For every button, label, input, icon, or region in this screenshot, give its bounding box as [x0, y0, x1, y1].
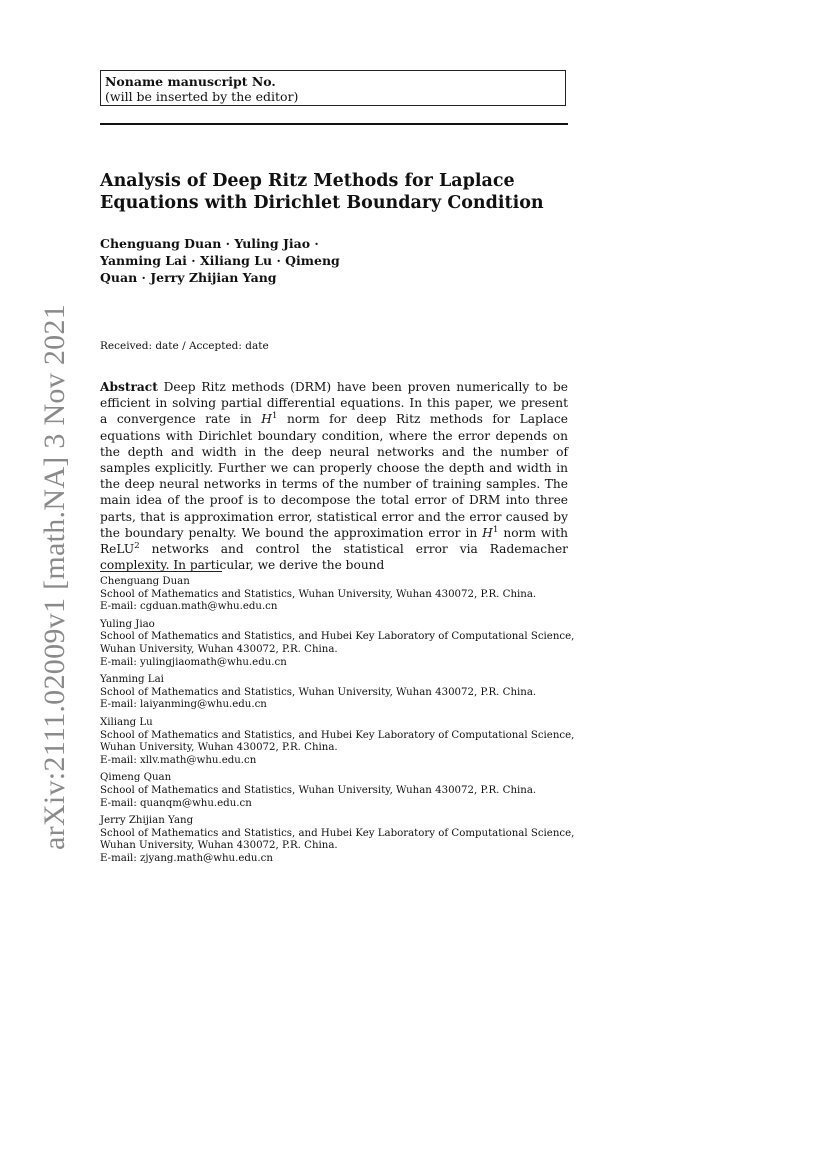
abstract-text-3: norm with ReLU [100, 525, 568, 557]
affiliations [100, 576, 575, 870]
affiliation-address: School of Mathematics and Statistics, Wuhan University, Wuhan 430072, P.R. China. [100, 588, 537, 600]
title-line-1: Analysis of Deep Ritz Methods for Laplace [100, 171, 515, 191]
editor-note: (will be inserted by the editor) [105, 89, 299, 104]
affiliation-jiao [100, 618, 575, 669]
affiliation-email: E-mail: zjyang.math@whu.edu.cn [100, 852, 273, 864]
math-h-2-sup: 1 [492, 524, 499, 535]
abstract [100, 379, 568, 573]
abstract-text-2: norm for deep Ritz methods for Laplace equations with Dirichlet boundary condition, where the error depends on the depth and width in the deep neural networks and the number of samples explicitly. Further we can properly choose the depth and width in the deep neural networks in terms of the number of training samples. The main idea of the proof is to decompose the total error of DRM into three parts, that is approximation error, statistical error and the error caused by the boundary penalty. We bound the approximation error in [100, 412, 568, 540]
affiliation-name: Jerry Zhijian Yang [100, 815, 194, 827]
affiliation-address: School of Mathematics and Statistics, and Hubei Key Laboratory of Computational Science, [100, 827, 575, 839]
affiliation-email: E-mail: quanqm@whu.edu.cn [100, 797, 252, 809]
affiliation-email: E-mail: laiyanming@whu.edu.cn [100, 699, 267, 711]
paper-title [100, 170, 570, 214]
relu-sup: 2 [134, 540, 140, 551]
affiliation-address: School of Mathematics and Statistics, Wuhan University, Wuhan 430072, P.R. China. [100, 686, 537, 698]
manuscript-number: Noname manuscript No. [105, 74, 276, 89]
author-line-3: Quan · Jerry Zhijian Yang [100, 270, 277, 285]
affiliation-name: Yuling Jiao [100, 618, 155, 630]
affiliation-email: E-mail: yulingjiaomath@whu.edu.cn [100, 656, 287, 668]
affiliation-address: School of Mathematics and Statistics, and Hubei Key Laboratory of Computational Science, [100, 729, 575, 741]
affiliation-name: Yanming Lai [100, 674, 164, 686]
header-rule [100, 123, 568, 125]
title-line-2: Equations with Dirichlet Boundary Condition [100, 193, 544, 213]
author-line-1: Chenguang Duan · Yuling Jiao · [100, 236, 319, 251]
abstract-text-1: Deep Ritz methods (DRM) have been proven numerically to be efficient in solving partial differential equations. In this paper, we present a convergence rate in [100, 380, 568, 427]
math-h-sup: 1 [271, 411, 278, 422]
affiliation-name: Xiliang Lu [100, 716, 153, 728]
affiliation-address: School of Mathematics and Statistics, Wuhan University, Wuhan 430072, P.R. China. [100, 784, 537, 796]
abstract-label: Abstract [100, 380, 158, 394]
affiliation-email: E-mail: cgduan.math@whu.edu.cn [100, 601, 278, 613]
affiliation-quan [100, 772, 570, 810]
affiliation-email: E-mail: xllv.math@whu.edu.cn [100, 754, 257, 766]
math-h-2: H [482, 525, 493, 540]
affiliation-name: Qimeng Quan [100, 772, 172, 784]
affiliation-duan [100, 576, 570, 614]
received-accepted-dates: Received: date / Accepted: date [100, 340, 269, 352]
footnote-rule [100, 571, 222, 572]
affiliation-name: Chenguang Duan [100, 576, 190, 587]
abstract-text-4: networks and control the statistical error via Rademacher complexity. In particular, we derive the bound [100, 542, 568, 573]
author-list [100, 235, 420, 286]
affiliation-yang [100, 815, 575, 865]
affiliation-address: Wuhan University, Wuhan 430072, P.R. China. [100, 742, 338, 754]
affiliation-lu [100, 716, 575, 767]
editor-box [100, 70, 566, 106]
affiliation-address: Wuhan University, Wuhan 430072, P.R. China. [100, 840, 338, 852]
affiliation-lai [100, 674, 570, 712]
math-h: H [261, 412, 272, 427]
affiliation-address: Wuhan University, Wuhan 430072, P.R. China. [100, 643, 338, 655]
affiliation-address: School of Mathematics and Statistics, and Hubei Key Laboratory of Computational Science, [100, 631, 575, 643]
author-line-2: Yanming Lai · Xiliang Lu · Qimeng [100, 253, 340, 268]
arxiv-identifier-stamp: arXiv:2111.02009v1 [math.NA] 3 Nov 2021 [38, 303, 71, 851]
